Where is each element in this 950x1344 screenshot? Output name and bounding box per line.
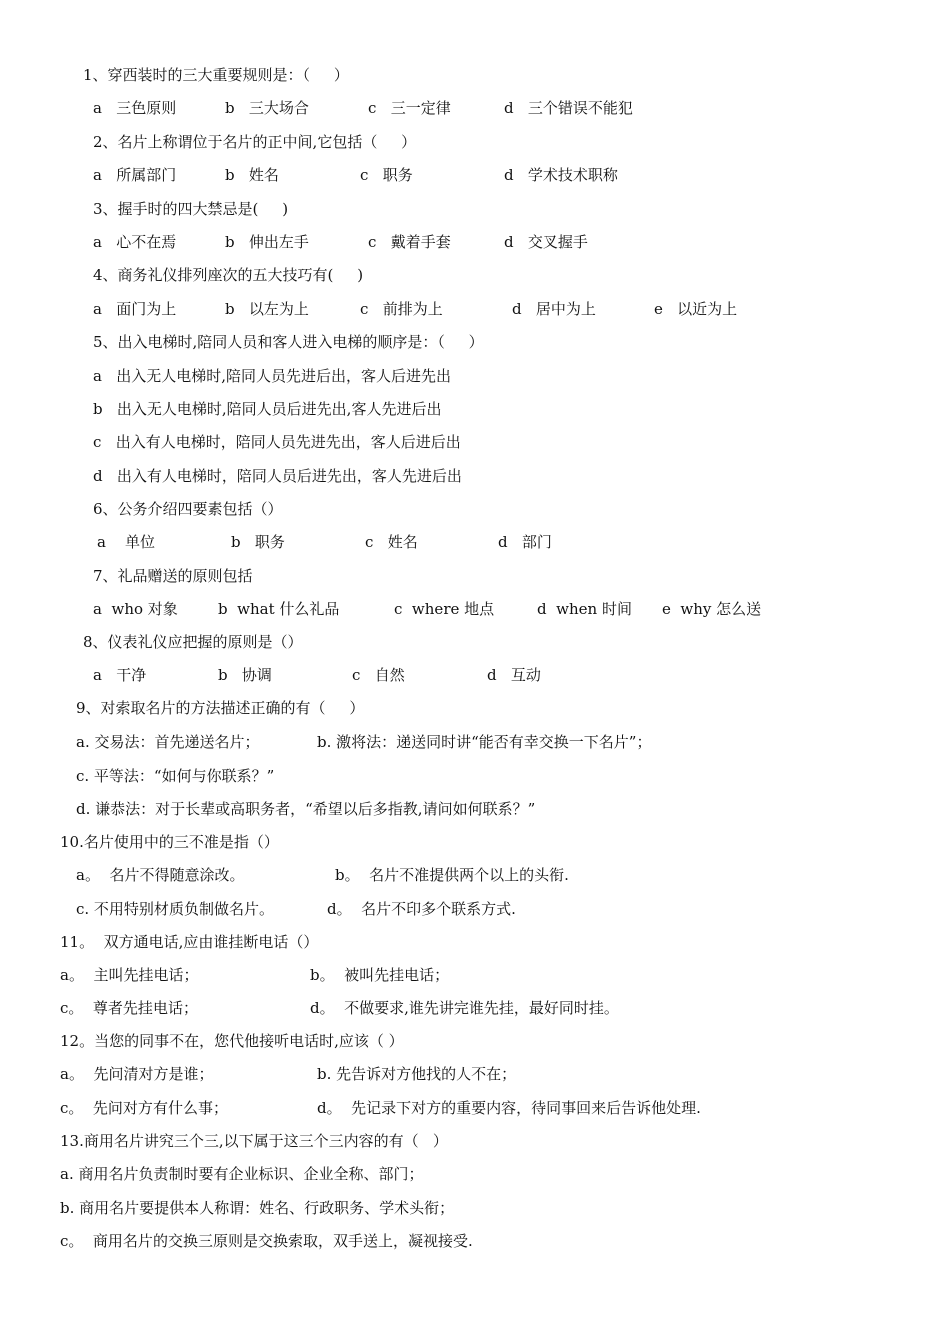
q5-b-line: b 出入无人电梯时,陪同人员后进先出,客人先进后出 (93, 400, 442, 418)
q8-opts-option-3: d 互动 (487, 666, 541, 684)
q8-opts-option-0: a 干净 (93, 666, 147, 684)
q12-ab-option-0: a。 先问清对方是谁； (60, 1065, 214, 1083)
q13-c-line: c。 商用名片的交换三原则是交换索取，双手送上，凝视接受. (60, 1232, 473, 1250)
q8-opts-option-1: b 协调 (218, 666, 272, 684)
q2-opts-option-3: d 学术技术职称 (504, 166, 618, 184)
q10-line: 10.名片使用中的三不准是指（） (60, 833, 279, 851)
q3-opts-option-2: c 戴着手套 (368, 233, 451, 251)
q6-opts-option-1: b 职务 (231, 533, 285, 551)
q6-opts-option-0: a 单位 (97, 533, 156, 551)
q3-opts-option-1: b 伸出左手 (225, 233, 309, 251)
q1-opts-option-0: a 三色原则 (93, 99, 177, 117)
q5-d-line: d 出入有人电梯时，陪同人员后进先出，客人先进后出 (93, 467, 462, 485)
q9-ab-option-0: a. 交易法：首先递送名片； (76, 733, 260, 751)
q1-opts-option-2: c 三一定律 (368, 99, 451, 117)
q6-line: 6、公务介绍四要素包括（） (93, 500, 283, 518)
q4-opts-option-3: d 居中为上 (512, 300, 596, 318)
q12-cd-option-1: d。 先记录下对方的重要内容，待同事回来后告诉他处理. (317, 1099, 701, 1117)
q13-line: 13.商用名片讲究三个三,以下属于这三个三内容的有（ ） (60, 1132, 448, 1150)
q9-ab-option-1: b. 激将法：递送同时讲“能否有幸交换一下名片”； (317, 733, 652, 751)
q10-cd-option-1: d。 名片不印多个联系方式. (327, 900, 516, 918)
q9-c-line: c. 平等法：“如何与你联系？” (76, 767, 275, 785)
q5-a-line: a 出入无人电梯时,陪同人员先进后出，客人后进先出 (93, 367, 452, 385)
q3-line: 3、握手时的四大禁忌是( ) (93, 200, 289, 218)
q5-c-line: c 出入有人电梯时，陪同人员先进先出，客人后进后出 (93, 433, 461, 451)
q7-opts-option-0: a who 对象 (93, 600, 178, 618)
q2-opts-option-1: b 姓名 (225, 166, 279, 184)
q12-line: 12。当您的同事不在，您代他接听电话时,应该（ ） (60, 1032, 404, 1050)
q4-line: 4、商务礼仪排列座次的五大技巧有( ) (93, 266, 364, 284)
q13-b-line: b. 商用名片要提供本人称谓：姓名、行政职务、学术头衔； (60, 1199, 455, 1217)
q3-opts-option-0: a 心不在焉 (93, 233, 177, 251)
q1-line: 1、穿西装时的三大重要规则是：（ ） (83, 66, 349, 84)
q7-line: 7、礼品赠送的原则包括 (93, 567, 253, 585)
q1-opts-option-1: b 三大场合 (225, 99, 309, 117)
q7-opts-option-4: e why 怎么送 (662, 600, 762, 618)
q12-cd-option-0: c。 先问对方有什么事； (60, 1099, 228, 1117)
q7-opts-option-1: b what 什么礼品 (218, 600, 340, 618)
q8-opts-option-2: c 自然 (352, 666, 405, 684)
q5-line: 5、出入电梯时,陪同人员和客人进入电梯的顺序是：（ ） (93, 333, 484, 351)
q4-opts-option-1: b 以左为上 (225, 300, 309, 318)
q6-opts-option-3: d 部门 (498, 533, 552, 551)
q7-opts-option-3: d when 时间 (537, 600, 632, 618)
q4-opts-option-4: e 以近为上 (654, 300, 738, 318)
q8-line: 8、仪表礼仪应把握的原则是（） (83, 633, 303, 651)
q10-cd-option-0: c. 不用特别材质负制做名片。 (76, 900, 274, 918)
q2-opts-option-2: c 职务 (360, 166, 413, 184)
q2-opts-option-0: a 所属部门 (93, 166, 177, 184)
q11-cd-option-0: c。 尊者先挂电话； (60, 999, 198, 1017)
q9-line: 9、对索取名片的方法描述正确的有（ ） (76, 699, 365, 717)
q11-line: 11。 双方通电话,应由谁挂断电话（） (60, 933, 319, 951)
q11-ab-option-0: a。 主叫先挂电话； (60, 966, 199, 984)
q7-opts-option-2: c where 地点 (394, 600, 495, 618)
q9-d-line: d. 谦恭法：对于长辈或高职务者，“希望以后多指教,请问如何联系？” (76, 800, 536, 818)
q13-a-line: a. 商用名片负责制时要有企业标识、企业全称、部门； (60, 1165, 424, 1183)
q11-ab-option-1: b。 被叫先挂电话； (310, 966, 450, 984)
q12-ab-option-1: b. 先告诉对方他找的人不在； (317, 1065, 517, 1083)
q3-opts-option-3: d 交叉握手 (504, 233, 588, 251)
q6-opts-option-2: c 姓名 (365, 533, 418, 551)
q1-opts-option-3: d 三个错误不能犯 (504, 99, 633, 117)
q2-line: 2、名片上称谓位于名片的正中间,它包括（ ） (93, 133, 417, 151)
q10-ab-option-0: a。 名片不得随意涂改。 (76, 866, 245, 884)
q10-ab-option-1: b。 名片不准提供两个以上的头衔. (335, 866, 569, 884)
q4-opts-option-2: c 前排为上 (360, 300, 443, 318)
q11-cd-option-1: d。 不做要求,谁先讲完谁先挂，最好同时挂。 (310, 999, 619, 1017)
q4-opts-option-0: a 面门为上 (93, 300, 177, 318)
